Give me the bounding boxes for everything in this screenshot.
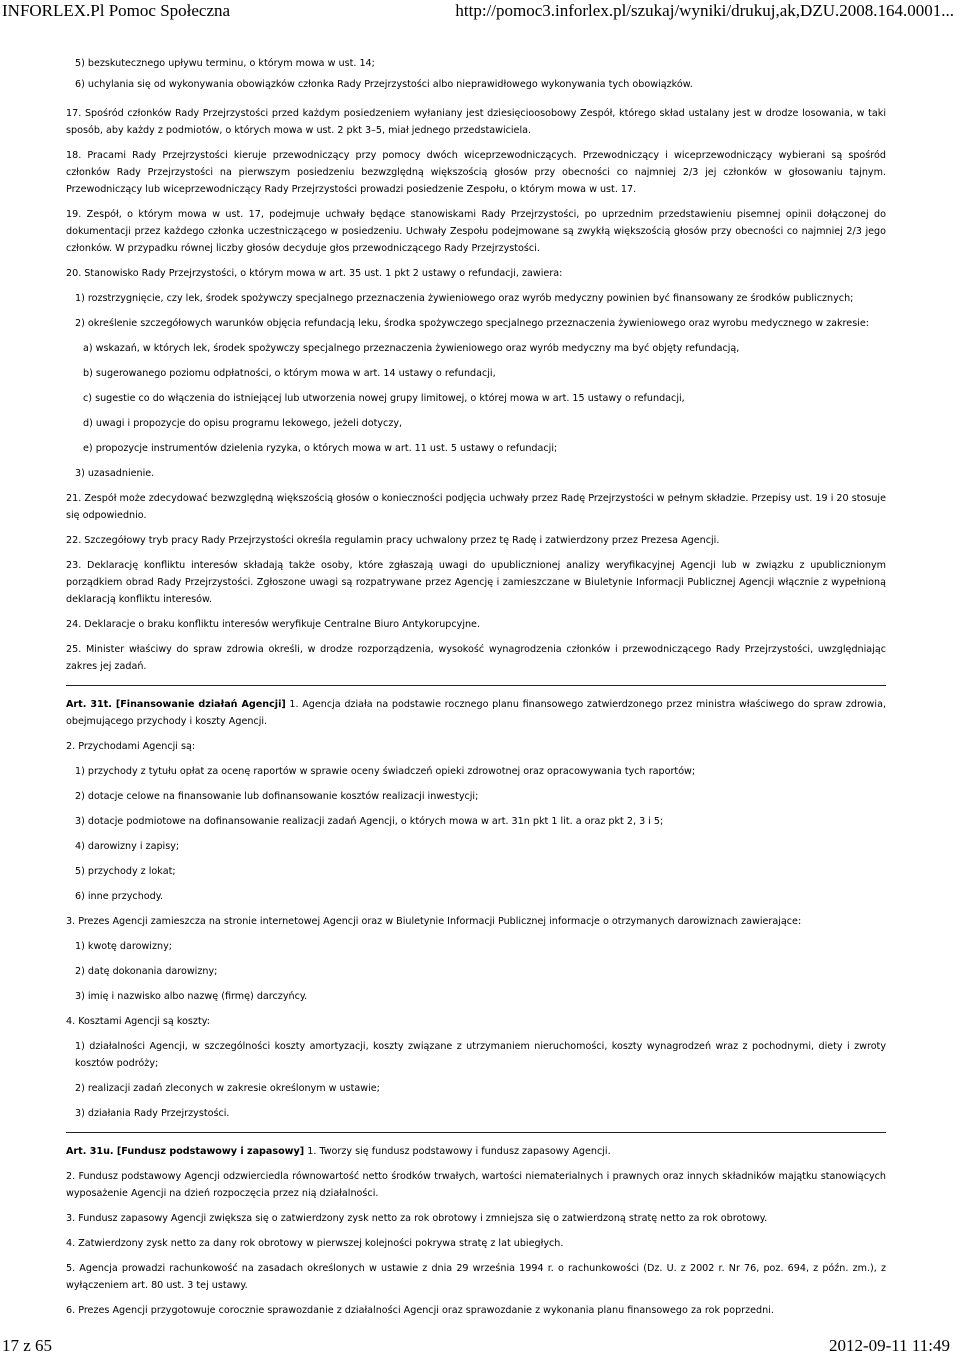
paragraph: 23. Deklarację konfliktu interesów składają także osoby, które zgłaszają uwagi do upublicznionej analizy weryfikacyjnej Agencji lub w związku z upublicznionym porządkiem obrad Rady Przejrzystości. Zgłoszone uwagi są rozpatrywane przez Agencję i zamieszczane w Biuletynie Informacji Publicznej Agencji włącznie z wypełnioną deklaracją konfliktu interesów. [66, 560, 886, 605]
paragraph: 17. Spośród członków Rady Przejrzystości przed każdym posiedzeniem wyłaniany jest dziesięcioosobowy Zespół, którego skład ustalany jest w drodze losowania, w taki sposób, aby każdy z podmiotów, o których mowa w ust. 2 pkt 3–5, miał jednego przedstawiciela. [66, 108, 886, 136]
paragraph: 21. Zespół może zdecydować bezwzględną większością głosów o konieczności podjęcia uchwały przez Radę Przejrzystości w pełnym składzie. Przepisy ust. 19 i 20 stosuje się odpowiednio. [66, 493, 886, 521]
paragraph: 3) imię i nazwisko albo nazwę (firmę) darczyńcy. [75, 991, 308, 1002]
paragraph: 2) określenie szczegółowych warunków objęcia refundacją leku, środka spożywczego specjalnego przeznaczenia żywieniowego oraz wyrobu medycznego w zakresie: [75, 318, 869, 329]
paragraph: a) wskazań, w których lek, środek spożywczy specjalnego przeznaczenia żywieniowego oraz wyrób medyczny ma być objęty refundacją, [83, 343, 740, 354]
paragraph: 24. Deklaracje o braku konfliktu interesów weryfikuje Centralne Biuro Antykorupcyjne. [66, 619, 481, 630]
paragraph: 6) uchylania się od wykonywania obowiązków członka Rady Przejrzystości albo nieprawidłowego wykonywania tych obowiązków. [75, 79, 693, 90]
paragraph: 2. Fundusz podstawowy Agencji odzwierciedla równowartość netto środków trwałych, wartości niematerialnych i prawnych oraz innych składników majątku stanowiących wyposażenie Agencji na dzień rozpoczęcia przez nią działalności. [66, 1171, 886, 1199]
paragraph: 2) dotacje celowe na finansowanie lub dofinansowanie kosztów realizacji inwestycji; [75, 791, 479, 802]
paragraph: 1. Agencja działa na podstawie rocznego planu finansowego zatwierdzonego przez ministra właściwego do spraw zdrowia, obejmującego przychody i koszty Agencji. [66, 699, 887, 727]
paragraph: 4. Kosztami Agencji są koszty: [66, 1016, 210, 1027]
paragraph: 6) inne przychody. [75, 891, 164, 902]
print-footer [0, 1336, 960, 1357]
paragraph: 5. Agencja prowadzi rachunkowość na zasadach określonych w ustawie z dnia 29 września 1994 r. o rachunkowości (Dz. U. z 2002 r. Nr 76, poz. 694, z późn. zm.), z wyłączeniem art. 80 ust. 3 tej ustawy. [66, 1263, 886, 1291]
print-header [0, 0, 960, 28]
section-divider [66, 1132, 886, 1133]
article-heading: Art. 31u. [Fundusz podstawowy i zapasowy] [66, 1146, 305, 1157]
article-31u [66, 1143, 886, 1160]
paragraph: 1. Tworzy się fundusz podstawowy i fundusz zapasowy Agencji. [304, 1146, 611, 1157]
paragraph: 1) przychody z tytułu opłat za ocenę raportów w sprawie oceny świadczeń opieki zdrowotnej oraz opracowywania tych raportów; [75, 766, 696, 777]
site-title: INFORLEX.Pl Pomoc Społeczna [2, 1, 231, 20]
paragraph: 3) działania Rady Przejrzystości. [75, 1108, 230, 1119]
article-heading: Art. 31t. [Finansowanie działań Agencji] [66, 699, 286, 710]
paragraph: 6. Prezes Agencji przygotowuje corocznie sprawozdanie z działalności Agencji oraz sprawozdanie z wykonania planu finansowego za rok poprzedni. [66, 1305, 774, 1316]
paragraph: b) sugerowanego poziomu odpłatności, o którym mowa w art. 14 ustawy o refundacji, [83, 368, 496, 379]
paragraph: 25. Minister właściwy do spraw zdrowia określi, w drodze rozporządzenia, wysokość wynagrodzenia członków i przewodniczącego Rady Przejrzystości, uwzględniając zakres jej zadań. [66, 644, 886, 672]
paragraph: 5) przychody z lokat; [75, 866, 176, 877]
paragraph: 2. Przychodami Agencji są: [66, 741, 196, 752]
paragraph: e) propozycje instrumentów dzielenia ryzyka, o których mowa w art. 11 ust. 5 ustawy o refundacji; [83, 443, 558, 454]
paragraph: 2) datę dokonania darowizny; [75, 966, 218, 977]
page-url: http://pomoc3.inforlex.pl/szukaj/wyniki/drukuj,ak,DZU.2008.164.0001... [455, 1, 954, 20]
document-content [66, 55, 886, 1327]
paragraph: d) uwagi i propozycje do opisu programu lekowego, jeżeli dotyczy, [83, 418, 403, 429]
paragraph: 1) kwotę darowizny; [75, 941, 172, 952]
paragraph: 1) działalności Agencji, w szczególności koszty amortyzacji, koszty związane z utrzymaniem nieruchomości, koszty wynagrodzeń wraz z pochodnymi, diety i zwroty kosztów podróży; [75, 1041, 886, 1069]
paragraph: c) sugestie co do włączenia do istniejącej lub utworzenia nowej grupy limitowej, o której mowa w art. 15 ustawy o refundacji, [83, 393, 685, 404]
paragraph: 22. Szczegółowy tryb pracy Rady Przejrzystości określa regulamin pracy uchwalony przez tę Radę i zatwierdzony przez Prezesa Agencji. [66, 535, 720, 546]
paragraph: 18. Pracami Rady Przejrzystości kieruje przewodniczący przy pomocy dwóch wiceprzewodniczących. Przewodniczący i wiceprzewodniczący wybierani są spośród członków Rady Przejrzystości na pierwszym posiedzeniu bezwzględną większością głosów przy obecności co najmniej 2/3 jej członków w głosowaniu tajnym. Przewodniczący lub wiceprzewodniczący Rady Przejrzystości prowadzi posiedzenie Zespołu, o którym mowa w ust. 17. [66, 150, 886, 195]
print-datetime: 2012-09-11 11:49 [828, 1336, 950, 1355]
paragraph: 2) realizacji zadań zleconych w zakresie określonym w ustawie; [75, 1083, 380, 1094]
paragraph: 3) dotacje podmiotowe na dofinansowanie realizacji zadań Agencji, o których mowa w art. 31n pkt 1 lit. a oraz pkt 2, 3 i 5; [75, 816, 664, 827]
paragraph: 4) darowizny i zapisy; [75, 841, 180, 852]
paragraph: 19. Zespół, o którym mowa w ust. 17, podejmuje uchwały będące stanowiskami Rady Przejrzystości, po uprzednim przedstawieniu pisemnej opinii dołączonej do dokumentacji przez każdego członka uczestniczącego w posiedzeniu. Uchwały Zespołu podejmowane są zwykłą większością głosów przy obecności co najmniej 2/3 jego członków. W przypadku równej liczby głosów decyduje głos przewodniczącego Rady Przejrzystości. [66, 209, 886, 254]
paragraph: 1) rozstrzygnięcie, czy lek, środek spożywczy specjalnego przeznaczenia żywieniowego oraz wyrób medyczny powinien być finansowany ze środków publicznych; [75, 293, 854, 304]
paragraph: 3) uzasadnienie. [75, 468, 155, 479]
section-divider [66, 685, 886, 686]
paragraph: 20. Stanowisko Rady Przejrzystości, o którym mowa w art. 35 ust. 1 pkt 2 ustawy o refundacji, zawiera: [66, 268, 563, 279]
paragraph: 3. Prezes Agencji zamieszcza na stronie internetowej Agencji oraz w Biuletynie Informacji Publicznej informacje o otrzymanych darowiznach zawierające: [66, 916, 802, 927]
paragraph: 5) bezskutecznego upływu terminu, o którym mowa w ust. 14; [75, 58, 375, 69]
paragraph: 4. Zatwierdzony zysk netto za dany rok obrotowy w pierwszej kolejności pokrywa stratę z lat ubiegłych. [66, 1238, 564, 1249]
article-31t [66, 696, 886, 730]
page-counter: 17 z 65 [2, 1336, 53, 1355]
paragraph: 3. Fundusz zapasowy Agencji zwiększa się o zatwierdzony zysk netto za rok obrotowy i zmniejsza się o zatwierdzoną stratę netto za rok obrotowy. [66, 1213, 768, 1224]
